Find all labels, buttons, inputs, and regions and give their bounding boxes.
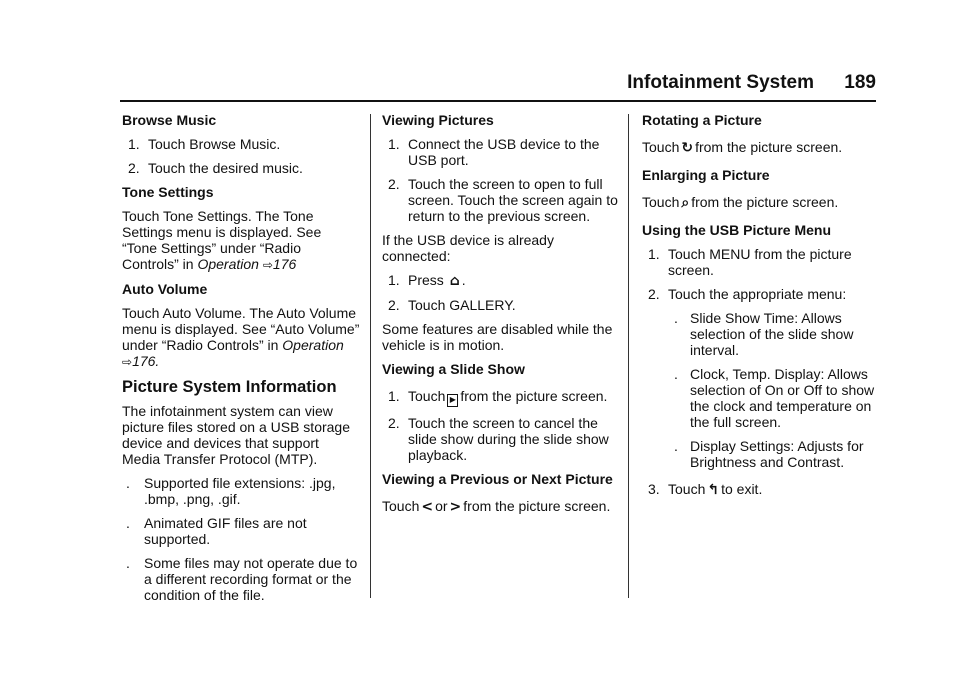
column-divider — [370, 114, 371, 598]
list-item: . Animated GIF files are not supported. — [126, 515, 307, 547]
list-item: 1. Touch MENU from the picture screen. — [648, 246, 852, 278]
list-item: 2. Touch the appropriate menu: — [648, 286, 847, 302]
browse-music-heading: Browse Music — [122, 112, 217, 128]
rotating-heading: Rotating a Picture — [642, 112, 762, 128]
list-item: . Supported file extensions: .jpg, .bmp, .png, .gif. — [126, 475, 336, 507]
list-item: . Some files may not operate due to a different recording format or the condition of the file. — [126, 555, 358, 603]
list-item: . Slide Show Time: Allows selection of the slide show interval. — [674, 310, 854, 358]
list-item: . Display Settings: Adjusts for Brightness and Contrast. — [674, 438, 864, 470]
list-item: 3. Touch ↰ to exit. — [642, 478, 878, 501]
list-item: 2. Touch GALLERY. — [388, 297, 516, 313]
slideshow-icon: ▶ — [447, 394, 458, 407]
tone-settings-text: Touch Tone Settings. The Tone Settings menu is displayed. See “Tone Settings” under “Radio Controls” in Operation ⇨176 — [122, 208, 322, 272]
section-title: Infotainment System — [627, 72, 814, 93]
tone-settings-heading: Tone Settings — [122, 184, 214, 200]
list-item: 1. Touch ▶ from the picture screen. — [382, 385, 620, 407]
rotate-icon: ↻ — [681, 140, 694, 156]
home-icon: ⌂ — [449, 273, 460, 289]
column-3 — [642, 112, 878, 509]
column-2 — [382, 112, 620, 526]
list-item: 2. Touch the desired music. — [128, 160, 303, 176]
column-divider — [628, 114, 629, 598]
connected-text: If the USB device is already connected: — [382, 232, 554, 264]
column-1 — [122, 112, 360, 611]
list-item: 1. Press ⌂ . — [388, 272, 466, 289]
page-header — [120, 64, 876, 104]
enlarging-text: Touch ⌕ from the picture screen. — [642, 191, 878, 214]
list-item: . Clock, Temp. Display: Allows selection of On or Off to show the clock and temperature on the full screen. — [674, 366, 875, 430]
rotating-text: Touch ↻ from the picture screen. — [642, 136, 878, 159]
list-item: 1. Connect the USB device to the USB port. — [388, 136, 600, 168]
ref-arrow-icon: ⇨ — [262, 258, 273, 272]
prev-next-text: Touch < or > from the picture screen. — [382, 495, 620, 518]
disabled-text: Some features are disabled while the vehicle is in motion. — [382, 321, 613, 353]
page-number: 189 — [844, 72, 876, 93]
header-rule — [120, 100, 876, 102]
auto-volume-text: Touch Auto Volume. The Auto Volume menu is displayed. See “Auto Volume” under “Radio Controls” in Operation ⇨176. — [122, 305, 360, 369]
zoom-icon: ⌕ — [681, 195, 690, 211]
list-item: 2. Touch the screen to cancel the slide show during the slide show playback. — [388, 415, 609, 463]
slide-show-heading: Viewing a Slide Show — [382, 361, 525, 377]
auto-volume-heading: Auto Volume — [122, 281, 208, 297]
prev-next-heading: Viewing a Previous or Next Picture — [382, 471, 613, 487]
picture-system-heading: Picture System Information — [122, 378, 337, 396]
chevron-right-icon: > — [449, 499, 462, 515]
enlarging-heading: Enlarging a Picture — [642, 167, 770, 183]
picture-system-text: The infotainment system can view picture files stored on a USB storage device and devices that support Media Transfer Protocol (MTP). — [122, 403, 351, 467]
back-icon: ↰ — [707, 482, 720, 498]
list-item: 2. Touch the screen to open to full screen. Touch the screen again to return to the previous screen. — [388, 176, 618, 224]
ref-arrow-icon: ⇨ — [122, 355, 133, 369]
list-item: 1. Touch Browse Music. — [128, 136, 281, 152]
viewing-pictures-heading: Viewing Pictures — [382, 112, 494, 128]
chevron-left-icon: < — [421, 499, 434, 515]
usb-menu-heading: Using the USB Picture Menu — [642, 222, 832, 238]
